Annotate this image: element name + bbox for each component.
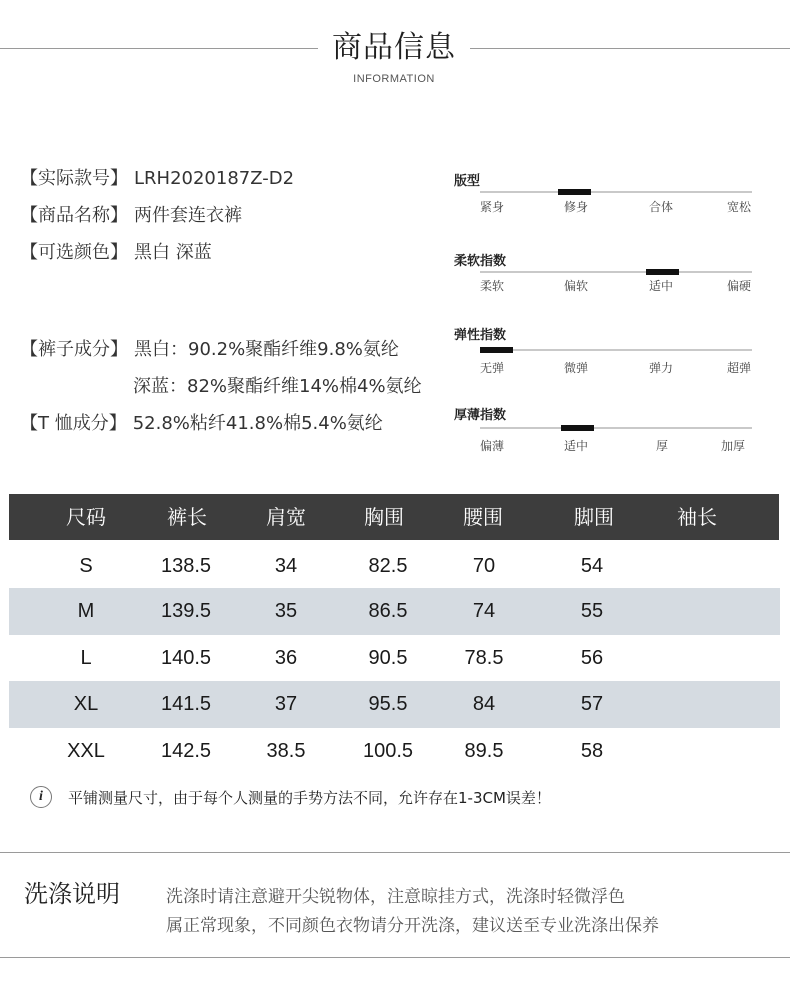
info-row-name [20,203,242,229]
info-row-tshirt [20,411,383,437]
pants-composition-2: 深蓝：82%聚酯纤维14%棉4%氨纶 [133,376,422,397]
table-cell [652,588,742,635]
table-cell: S [79,555,93,577]
scale-track [480,191,752,193]
colors-label: 【可选颜色】 [20,242,128,263]
table-cell [652,543,742,590]
info-icon: i [30,786,52,808]
scale-marker [561,425,594,431]
colors-value: 黑白 深蓝 [134,242,212,263]
scale-label: 偏薄 [480,439,505,453]
table-cell [652,635,742,682]
table-cell: 34 [274,555,298,577]
table-cell: 86.5 [368,600,408,622]
pants-label: 【裤子成分】 [20,339,128,360]
scale-label: 适中 [564,439,589,453]
table-cell: 54 [580,555,604,577]
scale-track [480,427,752,429]
table-cell: 70 [472,555,496,577]
column-header: 尺码 [66,505,106,529]
table-cell: 141.5 [160,693,212,715]
table-cell: 140.5 [160,647,212,669]
table-cell: 138.5 [160,555,212,577]
section-title: 商品信息 [332,30,456,65]
column-header: 裤长 [167,505,207,529]
scale-label: 加厚 [721,439,746,453]
table-cell: 139.5 [160,600,212,622]
table-cell: 84 [472,693,496,715]
table-row [9,635,780,682]
info-row-sku [20,166,294,192]
wash-text-line-1: 洗涤时请注意避开尖锐物体，注意晾挂方式，洗涤时轻微浮色 [166,887,625,907]
table-cell: 74 [472,600,496,622]
table-cell: 100.5 [362,740,414,762]
info-row-colors [20,240,212,266]
table-cell: M [77,600,95,622]
wash-title: 洗涤说明 [24,880,120,908]
scale-title: 柔软指数 [454,254,507,269]
table-row [9,728,780,775]
scale-marker [558,189,591,195]
scale-title: 弹性指数 [454,328,507,343]
divider [0,852,790,853]
pants-composition-1: 黑白：90.2%聚酯纤维9.8%氨纶 [134,339,399,360]
scale-label: 合体 [649,200,674,214]
table-cell [652,728,742,775]
table-cell [652,681,742,728]
table-cell: 142.5 [160,740,212,762]
table-cell: L [80,647,92,669]
scale-track [480,271,752,273]
header-rule-right [470,48,790,49]
measurement-note: 平铺测量尺寸，由于每个人测量的手势方法不同，允许存在1-3CM误差！ [68,789,551,807]
divider [0,957,790,958]
scale-label: 紧身 [480,200,505,214]
scale-label: 偏硬 [727,279,752,293]
column-header: 胸围 [364,505,404,529]
column-header: 腰围 [463,505,503,529]
scale-label: 适中 [649,279,674,293]
scale-label: 宽松 [727,200,752,214]
size-table-header [9,494,779,540]
table-row [9,681,780,728]
scale-title: 版型 [454,174,481,189]
scale-label: 超弹 [727,361,752,375]
table-cell: 89.5 [464,740,504,762]
table-cell: 37 [274,693,298,715]
table-cell: 36 [274,647,298,669]
scale-label: 厚 [656,439,669,453]
scale-label: 弹力 [649,361,674,375]
table-cell: 82.5 [368,555,408,577]
sku-label: 【实际款号】 [20,168,128,189]
tshirt-label: 【T 恤成分】 [20,413,127,434]
table-row [9,543,780,590]
scale-label: 修身 [564,200,589,214]
scale-label: 偏软 [564,279,589,293]
sku-value: LRH2020187Z-D2 [134,168,295,189]
name-label: 【商品名称】 [20,205,128,226]
table-cell: 55 [580,600,604,622]
column-header: 肩宽 [266,505,306,529]
table-cell: 38.5 [266,740,306,762]
scale-label: 柔软 [480,279,505,293]
table-cell: 57 [580,693,604,715]
scale-marker [480,347,513,353]
column-header: 袖长 [677,505,717,529]
table-cell: 90.5 [368,647,408,669]
scale-track [480,349,752,351]
name-value: 两件套连衣裤 [134,205,242,226]
scale-label: 无弹 [480,361,505,375]
info-row-pants [20,337,399,363]
table-cell: 56 [580,647,604,669]
scale-title: 厚薄指数 [454,408,507,423]
table-cell: 58 [580,740,604,762]
table-cell: 78.5 [464,647,504,669]
section-subtitle: INFORMATION [353,73,435,85]
scale-label: 微弹 [564,361,589,375]
wash-text-line-2: 属正常现象，不同颜色衣物请分开洗涤，建议送至专业洗涤出保养 [166,916,659,936]
tshirt-composition: 52.8%粘纤41.8%棉5.4%氨纶 [132,413,383,434]
column-header: 脚围 [574,505,614,529]
header-rule-left [0,48,318,49]
table-cell: 35 [274,600,298,622]
table-cell: XXL [67,740,105,762]
table-cell: 95.5 [368,693,408,715]
table-row [9,588,780,635]
table-cell: XL [73,693,99,715]
scale-marker [646,269,679,275]
